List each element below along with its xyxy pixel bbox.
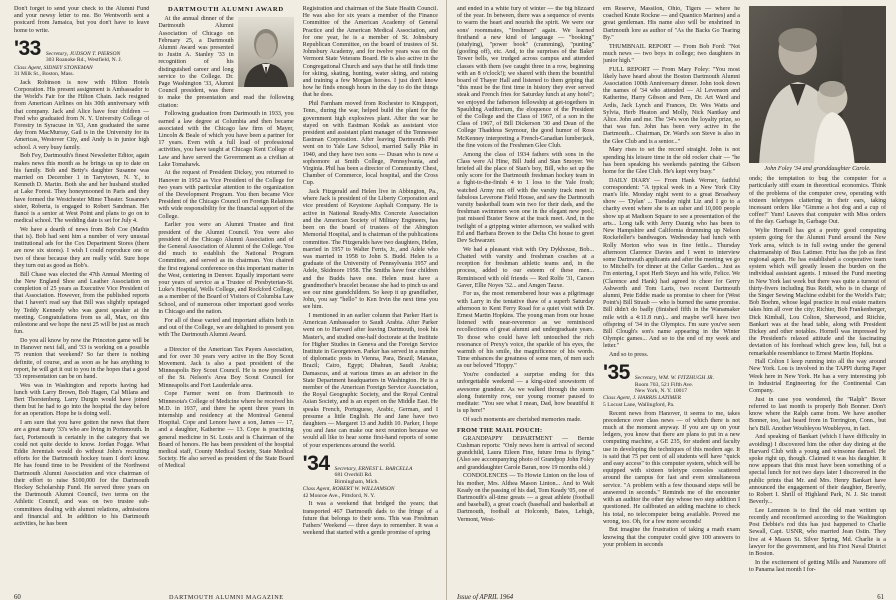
paragraph: FULL REPORT — From Mary Foley: "You most likely have heard about the Boston Dartmouth Alumni Association 100th Anniversary dinner. John took down the names of '34 who attended — Al Levenson and Katherine, Harry Gibson and Pem, Dr. Art Ward and Ardis, Jack Lynch and Frances, Dr. Wes Watts and Sylvia, Herb Heaton and Molly, Nick Nantkay and Alice. John and me. The '34's won the loyalty prize, so that was fun. John has been very active in the Dartmouth... Chairman, Dr. Ward's son Steve is also in the Glee Club and is a senior..." bbox=[603, 66, 740, 145]
secretary-address: Room 703, 521 Fifth Ave. bbox=[634, 381, 694, 388]
paragraph: For us, the most remembered hour was a pilgrimage with Larry in the tentative thaw of a superb Saturday afternoon to Kent Ferry Road for a quiet visit with Dr. Ernest Martin Hopkins. The young man from our house listened with near-reverence as we reminisced recollections of great alumni and undergraduate years. To those who could have left untouched the rich resonance of Prexy's voice, the sparkle of his eyes, the warmth of his smile, the magnificence of his words. Time enhances the greatness of some men, of men such as our beloved "Hoppy." bbox=[457, 291, 594, 370]
class-33-header bbox=[14, 36, 149, 64]
paragraph: Wes was in Washington and reports having had lunch with Larry Brown, Bob Hagen, Cal Milans and Bert Thorstenberg. Larry Durgin would have joined them but he had to go into the hospital the day before for an operation. Hope he is doing well. bbox=[14, 382, 150, 418]
paragraph: Lee Lemmon is to find the old man written up recently and reconfirmed according to the Washington Post Debbie's rod this has just happened to Charlie Sewall, Capt. USNR, who married Jean Ostin. They live at 4 Mason St. Silver Spring, Md. Charlie is a lawyer for the government, and his First Naval District in Boston. bbox=[749, 507, 886, 558]
paragraph: At the annual dinner of the Dartmouth Alumni Association of Chicago on February 25, a Dartmouth Alumni Award was presented to Justin A. Stanley '33 in recognition of his distinguished career and long service to the College. Dr. Page Washington '33, Alumni Council president, was there to make the presentation and read the following citation: bbox=[158, 16, 294, 109]
paragraph: Following graduation from Dartmouth in 1933, you earned a law degree at Columbia and then became associated with the Chicago law firm of Mayer, Lincoln & Beale of which you have been a partner for 17 years. Even with a full load of professional activities, you have taught at Chicago Kent College of Law and have served the Government as a civilian at Lake Tomahawk. bbox=[158, 111, 294, 168]
paragraph: Bob Fey, Dartmouth's finest Newsletter Editor, again makes news this month as he brings us up to date on his family. Bob and Betty's daughter Susanne was married on December 1 in Tarrytown, N. Y., to Kenneth D. Martin. Both she and her husband studied at Lake Forest. They honeymooned in Paris and they have formed the Westchester Mime Theater. Susanne's sister, Roberta, is engaged to Robert Sandman. Her fiancé is a senior at West Point and plans to go on to medical school. The wedding date is set for July 4. bbox=[14, 153, 150, 225]
issue-date: Issue of APRIL 1964 bbox=[457, 594, 514, 600]
paragraph: For all of these varied and important affairs both in and out of the College, we are delighted to present you with The Dartmouth Alumni Award. bbox=[158, 317, 294, 338]
paragraph: Of such moments are cherished memories made. bbox=[463, 416, 582, 423]
paragraph: We have a dearth of news from Bob Coe (Mathis that is). Bob had sent him a number of very unusual institutional ads for the Cox Department Stores (there are now six stores). I wish I could reproduce one or two of these because they are really wild. Sure hope they turn out as good as Bob's. bbox=[14, 226, 150, 269]
photo-caption: John Foley '34 and granddaughter Carole. bbox=[764, 165, 871, 172]
class-secretary-info bbox=[335, 466, 413, 485]
magazine-title: DARTMOUTH ALUMNI MAGAZINE bbox=[169, 594, 284, 600]
paragraph: We had a pleasant visit with Ory Dykhouse, Bob... Chatted with varsity and freshman coaches at a reception for freshman athletic teams and, in the process, added to our esteem of these men... Reminisced with old friends — Red Rolfe '31, Carson Gaver, Ellie Noyes '32... and Amgen Tauxe. bbox=[457, 246, 594, 289]
paragraph: ern Reserve, Massilon, Ohio, Tigers — where he coached Knute Rockne — and Quantico Marines) and a great gentleman. His name also will be enshrined in Dartmouth lore as author of "As the Backs Go Tearing By." bbox=[603, 6, 740, 41]
paragraph: Hall Colton I keep running into all the way around New York. Lou is involved in the TAPPI during Paper Week here in New York. He has a very interesting job in Industrial Engineering for the Continental Can Company. bbox=[749, 359, 886, 395]
paragraph: Mary rises to set the record straight. John is not spending his leisure time in the old rocker chair — "he has been speaking his weekends painting the Gibson home for the Glee Club. He's kept very busy." bbox=[603, 147, 740, 175]
award-heading: DARTMOUTH ALUMNI AWARD bbox=[168, 6, 284, 13]
paragraph: CONDOLENCES — To Howie Linton on the loss of his mother, Mrs. Althea Mason Linton... And to Walt Keady on the passing of his dad, Tom Keady '05, one of Dartmouth's all-time greats — a great athlete (football and baseball), a great coach (baseball and basketball at Dartmouth, football at Holcomb, Bates, Lehigh, Vermont, West- bbox=[457, 473, 594, 523]
paragraph: Phil Farnham moved from Rochester to Kingsport, Tenn., during the war, helped build the plant for the government high explosives plant. After the war he stayed on with Eastman Kodak as assistant vice president and assistant plant manager of the Tennessee Eastman Corporation. After leaving Dartmouth Phil went on to Yale Law School, married Sally Pike in 1940, and they have two sons — Dusan who is now a sophomore at Smith College, Pennsylvania, and Virginia. Phil has been a director of Community Chest, Chamber of Commerce, local hospital, and the Cross Cup. bbox=[302, 101, 438, 187]
grandfather-photo bbox=[749, 6, 886, 163]
right-page-columns bbox=[457, 6, 886, 578]
paragraph: a Director of the American Tax Payers Association, and for over 30 years very active in the Boy Scout Movement. Jack is also a past president of the Minneapolis Boy Scout Council. He is now president of the St. Nelson's Area Boy Scout Council for Minneapolis and Fort Lauderdale area. bbox=[158, 346, 294, 389]
class-agent: Class Agent, ROBERT W. WILLIAMSON bbox=[302, 486, 395, 493]
page-number: 61 bbox=[877, 594, 884, 600]
column-intro: Don't forget to send your check to the Alumni Fund and your newsy letter to me. Bo Wentworth sent a postcard from Jamaica, but you don't have to leave home to write. bbox=[14, 6, 150, 34]
left-column-3 bbox=[303, 6, 438, 578]
class-year: '33 bbox=[14, 36, 41, 60]
class-agent: Class Agent, J. HARRIS LATIMER bbox=[603, 395, 681, 402]
class-year: '34 bbox=[302, 451, 330, 475]
right-column-2 bbox=[603, 6, 740, 578]
secretary-address: 303 Roanoke Rd., Westfield, N. J. bbox=[45, 57, 123, 64]
mail-pouch-heading: FROM THE MAIL POUCH: bbox=[457, 427, 543, 435]
paragraph: onds; the temptation to bug the computer for a particularly stiff exam in theoretical economics. Think of the problems of the computer crew, operating with sixteen teletypes clattering in their ears, taking incessant orders like "Gimme a hot dog and a cup of coffee!" Yum! Leaves that computer with Miss orders of the day. Garbage In, Garbage Out. bbox=[749, 176, 886, 226]
paragraph: THUMBNAIL REPORT — From Bob Ford: "Not much news — two boys in college; two daughters in junior high." bbox=[603, 43, 740, 64]
secretary: Secretary, WM. W. FITZHUGH JR. bbox=[634, 375, 714, 382]
paragraph: At the request of President Dickey, you returned to Hanover in 1952 as Vice President of the College for two years with particular attention to the organization of the Development Program. You then became Vice President of the Chicago Council on Foreign Relations with wide responsibility for the financial support of the College. bbox=[158, 170, 294, 220]
paragraph: It was a weekend that bridged the years; that transported 467 Dartmouth dads to the fringe of a future that belongs to their sons. This was Freshman Fathers' Weekend — three days to remember. It was a weekend that started with a gentle promise of spring bbox=[302, 501, 438, 537]
class-agent: Class Agent, SIDNEY STONEMAN bbox=[14, 64, 93, 71]
portrait-photo bbox=[238, 17, 294, 87]
paragraph: I mentioned in an earlier column that Parker Hart is American Ambassador to Saudi Arabia. After Parker went on to Harvard after leaving Dartmouth, took his Master's, and studied one-half doctorate at the Institute for Higher Studies in Geneva and the Foreign Service Institute in Georgetown. Parker has served in a number of diplomatic posts in Vienna, Para, Brazil; Manaus, Brazil; Cairo, Egypt; Dhahran, Saudi Arabia; Damascus, and at various times as an advisor in the State Department headquarters in Washington. He is a member of the American Foreign Service Association, the Royal Geographic Society, and the Royal Central Asian Society, and is an expert on the Middle East. He speaks French, Portuguese, Arabic, German, and I presume a little English. He and Jane have two daughters — Margaret 13 and Judith 10. Parker, I hope you and Jane can make our next reunion because we would all like to hear some first-hand reports of some of your experiences around the world. bbox=[302, 313, 438, 449]
paragraph: In the excitement of getting Mills and Naramore off to Panama last month I for- bbox=[749, 559, 886, 573]
right-column-3 bbox=[749, 6, 886, 578]
paragraph: Earlier you were an Alumni Trustee and first president of the Alumni Council. You were also president of the Chicago Alumni Association and of the General Association of Alumni of the College. You did much to establish the National Program Committee, and served as its chairman. You chaired the first regional conference on this important matter in the West, centering in Denver. Equally important were your years of service as a Trustee of Presbyterian-St. Luke's Hospital, Wells College, and Rockford College, as a member of the Board of Visitors of Columbia Law School, and of numerous other important good works in Chicago and the nation. bbox=[158, 222, 294, 315]
paragraph: and ended in a white fury of winter — the big blizzard of the year. In between, there was a sequence of events to warm the heart and nourish the spirit. We were our sons' roommates, "freshmen" again. We learned firsthand a new kind of language — "booking" (studying), "power book" (cramming), "punting" (goofing off), etc. And, to the surprises of the Baker Tower bells, we trudged across campus and attended classes with them (we caught three in a row, beginning with an 8 o'clock!); we shared with them the bountiful board of Thayer Hall and listened to them griping that "this must be the first time in history they ever served steak and French fries for Saturday lunch at any hotel"; we enjoyed the fatherson fellowship at get-togethers in Spaulding Auditorium, the eloquence of the President of the College and the Class of 1967, of a son in the Class of 1967, of Bill Dickerson '30 and Dean of the College Thaddeus Seymour, the good humor of Ross McKenney interpreting a French-Canadian lumberjack, the fine voices of the Freshmen Glee Club. bbox=[457, 6, 594, 149]
paragraph: Registration and chairman of the State Health Council. He was also for six years a member of the Finance Committee of the American Academy of General Practice and the American Medical Association, and for one year, he is a member of St. Johnsbury Republican Committee, on the board of trustees of St. Johnsbury Academy, and for twelve years was on the Vermont State Veterans Board. He is also active in the Congregational Church and says that he still finds time for skiing, skating, hunting, water skiing, and raising and training a few Morgan horses. I just don't know how he finds enough hours in the day to do the things that he does. bbox=[302, 6, 438, 99]
paragraph: Jack Robinson is now with Hilton Hotels Corporation. His present assignment is Ambassador to the World's Fair for the Hilton Chain. Jack resigned from American Airlines on his 30th anniversary with that company. Jack and Alice have four children — Fred who graduated from N. Y. University College of Forestry in Syracuse in '63, Ann graduated the same day from MacMurray, Gail is in the University for its Americas, Westover City, and Andy is in junior high school. A very busy family. bbox=[14, 79, 150, 151]
secretary: Secretary, ERNEST L. BARCELLA bbox=[334, 465, 413, 472]
class-35-header bbox=[603, 363, 740, 394]
paragraph: Do you all know by now the Princeton game will be in Hanover next fall, and '33 is working on a possible 75 reunion that weekend? So far there is nothing definite, of course, and as soon as he has anything to report, he will get it out to you in the hopes that a good '33 representation can be on hand. bbox=[14, 337, 150, 380]
class-agent-info bbox=[603, 395, 740, 408]
paragraph: You're conducted a surprise ending for this unforgettable weekend — a king-sized snowstorm of awesome grandeur. As we walked through the storm along fraternity row, our young roomer paused to meditate: "You see what I mean, Dad, how beautiful it is up here!" bbox=[457, 372, 594, 415]
class-secretary-info bbox=[635, 375, 714, 394]
paragraph: Just in case you wondered, the "Ralph" Boxer referred to last month is properly Bob Bonner. Don't know where the Ralph came from. We have another Bonner, too, last heard from in Torrington, Conn., but he's Bill. Another Woubleyou Woubleyou, in fact. bbox=[749, 396, 886, 432]
grandfather-photo-image bbox=[749, 6, 886, 163]
paragraph: Bill Chase was elected the 47th Annual Meeting of the New England Shoe and Leather Association on completion of 25 years as Executive Vice President of that Association. However, from the published reports that I haven't read say that Bill was slightly upstaged by Teddy Kennedy who was guest speaker at the meeting. Congratulations from us all, Max, on this milestone and we hope the next 25 will be just as much fun. bbox=[14, 271, 150, 336]
left-column-1 bbox=[14, 6, 149, 578]
paragraph: GRANDPAPPY DEPARTMENT — Bernie Cushman reports: "Only news here is arrival of second grandchild, Laura Eileen Fine, future Irma is flying." (Also see accompanying photo of Grandpop John Foley and granddaughter Carole Baran, now 19 months old.) bbox=[457, 435, 594, 471]
paragraph: Jack Fitzgerald and Helen live in Abbington, Pa., where Jack is president of the Liberty Corporation and vice president of Keystone Asphalt Company. He is active in National Ready-Mix Concrete Association and the American Society of Military Engineers, has been on the board of trustees of the Abington Memorial Hospital, and is chairman of the publications committee. The Fitzgeralds have two daughters, Helen, married in 1957 to Walter Ferris, Jr., and Adele who was married in 1958 to John S. Budd. Helen is a graduate of the University of Pennsylvania 1957 and Adele, Skidmore 1958. The Smiths have four children and the Budds have one. Helen must have a grandmother's bracelet because she had to pinch us and see our nine grandchildren. So keep it up grandfather, John, you say "hello" to Ken Irvin the next time you see him. bbox=[302, 189, 438, 311]
left-page-columns bbox=[14, 6, 438, 578]
secretary-address: 681 Overhill Rd. bbox=[334, 472, 373, 479]
portrait-image bbox=[238, 17, 294, 87]
secretary-address-line-2: New York, N. Y. 10017 bbox=[634, 388, 688, 395]
class-agent-address: 42 Monroe Ave., Pittsford, N. Y. bbox=[302, 492, 375, 499]
class-agent-info bbox=[14, 65, 149, 78]
left-page bbox=[0, 0, 447, 600]
class-year: '35 bbox=[603, 361, 630, 385]
secretary: Secretary, JUDSON T. PIERSON bbox=[45, 50, 121, 57]
paragraph: DAILY DIARY — From Hank Werner, faithful correspondent: "A typical week in a New York City man's life. Monday night went to a great Broadway show — 'Dylan' ... Tuesday night Liz and I go to a charity event where she is an usher and 10,000 people show up at Madison Square to see a presentation of the arts... Long talk with Jerry Daunig who has been to New Hampshire and California drumming up Nelson Rockefeller's bandwagon. Wednesday had lunch with Rolly Morton who was in fine fettle... Thursday afternoon Clarence Davies and I went to interview some Dartmouth applicants and after the meeting we go to Mitchell's for dinner at the Cellar Garden... Just as I'm entering, I spot Herb Steyn and his wife, Felice. We (Clarence and Hank) had agreed to cheer for Gerry Ashworth and Tom Laris, two recent Dartmouth alumni, Pete Eddie made us promise to cheer for (West Point's) Bill Straub — who is burned the same promise. Bill didn't do badly (finished fifth in the Wanamaker mile with a 4:11.8 run)... and maybe we'll have two offspring of '34 in the Olympics. I'm sure you've seen Bill Clough's son's name appearing in the Winter Olympic games... And so to the end of my week and letter." bbox=[603, 177, 740, 350]
paragraph: Among the class of 1934 fathers with sons in the Class were Al Hine, Bill Judd and Stan Smoyer. We briefed all the place of Stan's boy, Bill, who set up the only score for the Dartmouth freshman hockey team in a fight-to-the-finish 4 to 1 loss to the Yale frosh; watched Army run off with the varsity track meet in fabulous Leverone Field House, and saw the Dartmouth varsity basketball team win two for their dads, and the freshman swimmers won one in the elegant new pool; just missed Buster Snow at the track meet. And, in the twilight of a gripping winter afternoon, we walked with Ed and Barbara Brown to the Delta Chi house to greet Dev Schwarzer. bbox=[457, 151, 594, 244]
left-column-2 bbox=[158, 6, 293, 578]
paragraph: And speaking of Bankart (which I have difficulty in avoiding) I discovered him the other day dining at the Harvard Club with a young and winsome damsel. He spoke right up, though. Claimed it was his daughter. It now appears that this must have been something of a special lunch for not two days later I discovered in the public prints that Mr. and Mrs. Henry Bankart have announced the engagement of their daughter, Beverly, to Robert I. Shrill of Highland Park, N. J. Sic transit Beverly... bbox=[749, 434, 886, 506]
class-secretary-info bbox=[46, 51, 122, 64]
class-agent-address: 5 Locust Lane, Wallingford, Pa. bbox=[603, 402, 675, 409]
page-number: 60 bbox=[14, 594, 21, 600]
paragraph: I am sure that you have gotten the news that there are a great many '33's who are living in Portsmouth. In fact, Portsmouth is certainly in the category that we could not quite decide to know. Jordan Fogge. What Eddie Jeremiah would do without John's recruiting efforts for the Dartmouth hockey team I don't know. He has found time to be President of the Northwest Dartmouth Alumni Association and vice chairman of their effort to raise $100,000 for the Dartmouth Hockey Scholarship Fund. He served three years on the Dartmouth Alumni Council, two terms on the Athletic Council, and was on two trustee sub-committees dealing with alumni relations, admissions and financial aid. In addition to his Dartmouth activities, he has been bbox=[14, 420, 150, 527]
right-page bbox=[447, 0, 896, 600]
paragraph: Cope Farmer went on from Dartmouth to Minnesota's College of Medicine where he received his M.D. in 1937, and there he spent three years in internship and residency at the Montreal General Hospital. Cope and Lenore have a son, James — 17, and a daughter, Katherine — 13. Cope is practicing general medicine in St. Louis and is Chairman of the Board of honors. He has been president of the hospital medical staff, County Medical Society, State Medical Society. He also served as president of the State Board of Medical bbox=[158, 391, 294, 470]
paragraph: But imagine the frustration of taking a math exam knowing that the computer could give 100 answers to your problem in seconds bbox=[603, 527, 740, 548]
paragraph: And so to press. bbox=[609, 352, 649, 359]
paragraph: Wylie Hornell has got a pretty good computing system going for the Alumni Fund around the New York area, which is in full swing under the general chairmanship of Bus Latimer. Fritz has the job as first regional agent. He has established a cooperative team system which will greatly lessen the burden on the individual assistant agents. I missed the Fund meeting in New York last week but there was quite a turnout of thirty-fivers including Bus Reidt, who is in charge of the Singer Sewing Machine exhibit for the World's Fair; Bob Boehm, whose legal practice in real estate matters takes him all over the city; Richter, Bob Frankenberger, Dick Kimball, Lou Colton, Sherwood, and Ritchie, Bankart was at the head table, along with President Dickey and other notables. Hornell was impressed by the President's relaxed attitude and the fascinating deviation of his forehead which grew less, full, but a remarkable resemblance to Ernest Martin Hopkins. bbox=[749, 228, 886, 357]
class-agent-address: 31 Milk St., Boston, Mass. bbox=[14, 71, 74, 78]
paragraph: Recent news from Hanover, it seems to me, takes precedence over class news — of which there is not much at the moment anyway. If you are up on your ledgers, you know that there are plans to put in a new computing machine, a GE 235, for student and faculty use in developing the techniques of this modern age. It is said that 75 per cent of all students will have "quick and easy access" to this computer system, which will be equipped with sixteen teletype consoles scattered around the campus for fast and even simultaneous service. "A problem with a few thousand steps will be answered in seconds." Reminds me of the encounter with an auditor the other day whose two step addition I questioned. He calibrated an adding machine to check his total, no telecomputer being available. Proved me wrong, too. Oh, for a few more seconds! bbox=[603, 410, 740, 525]
secretary-address-line-2: Birmingham, Mich. bbox=[334, 478, 379, 485]
class-agent-info bbox=[303, 486, 438, 499]
class-34-header bbox=[302, 451, 438, 485]
right-column-1 bbox=[457, 6, 594, 578]
